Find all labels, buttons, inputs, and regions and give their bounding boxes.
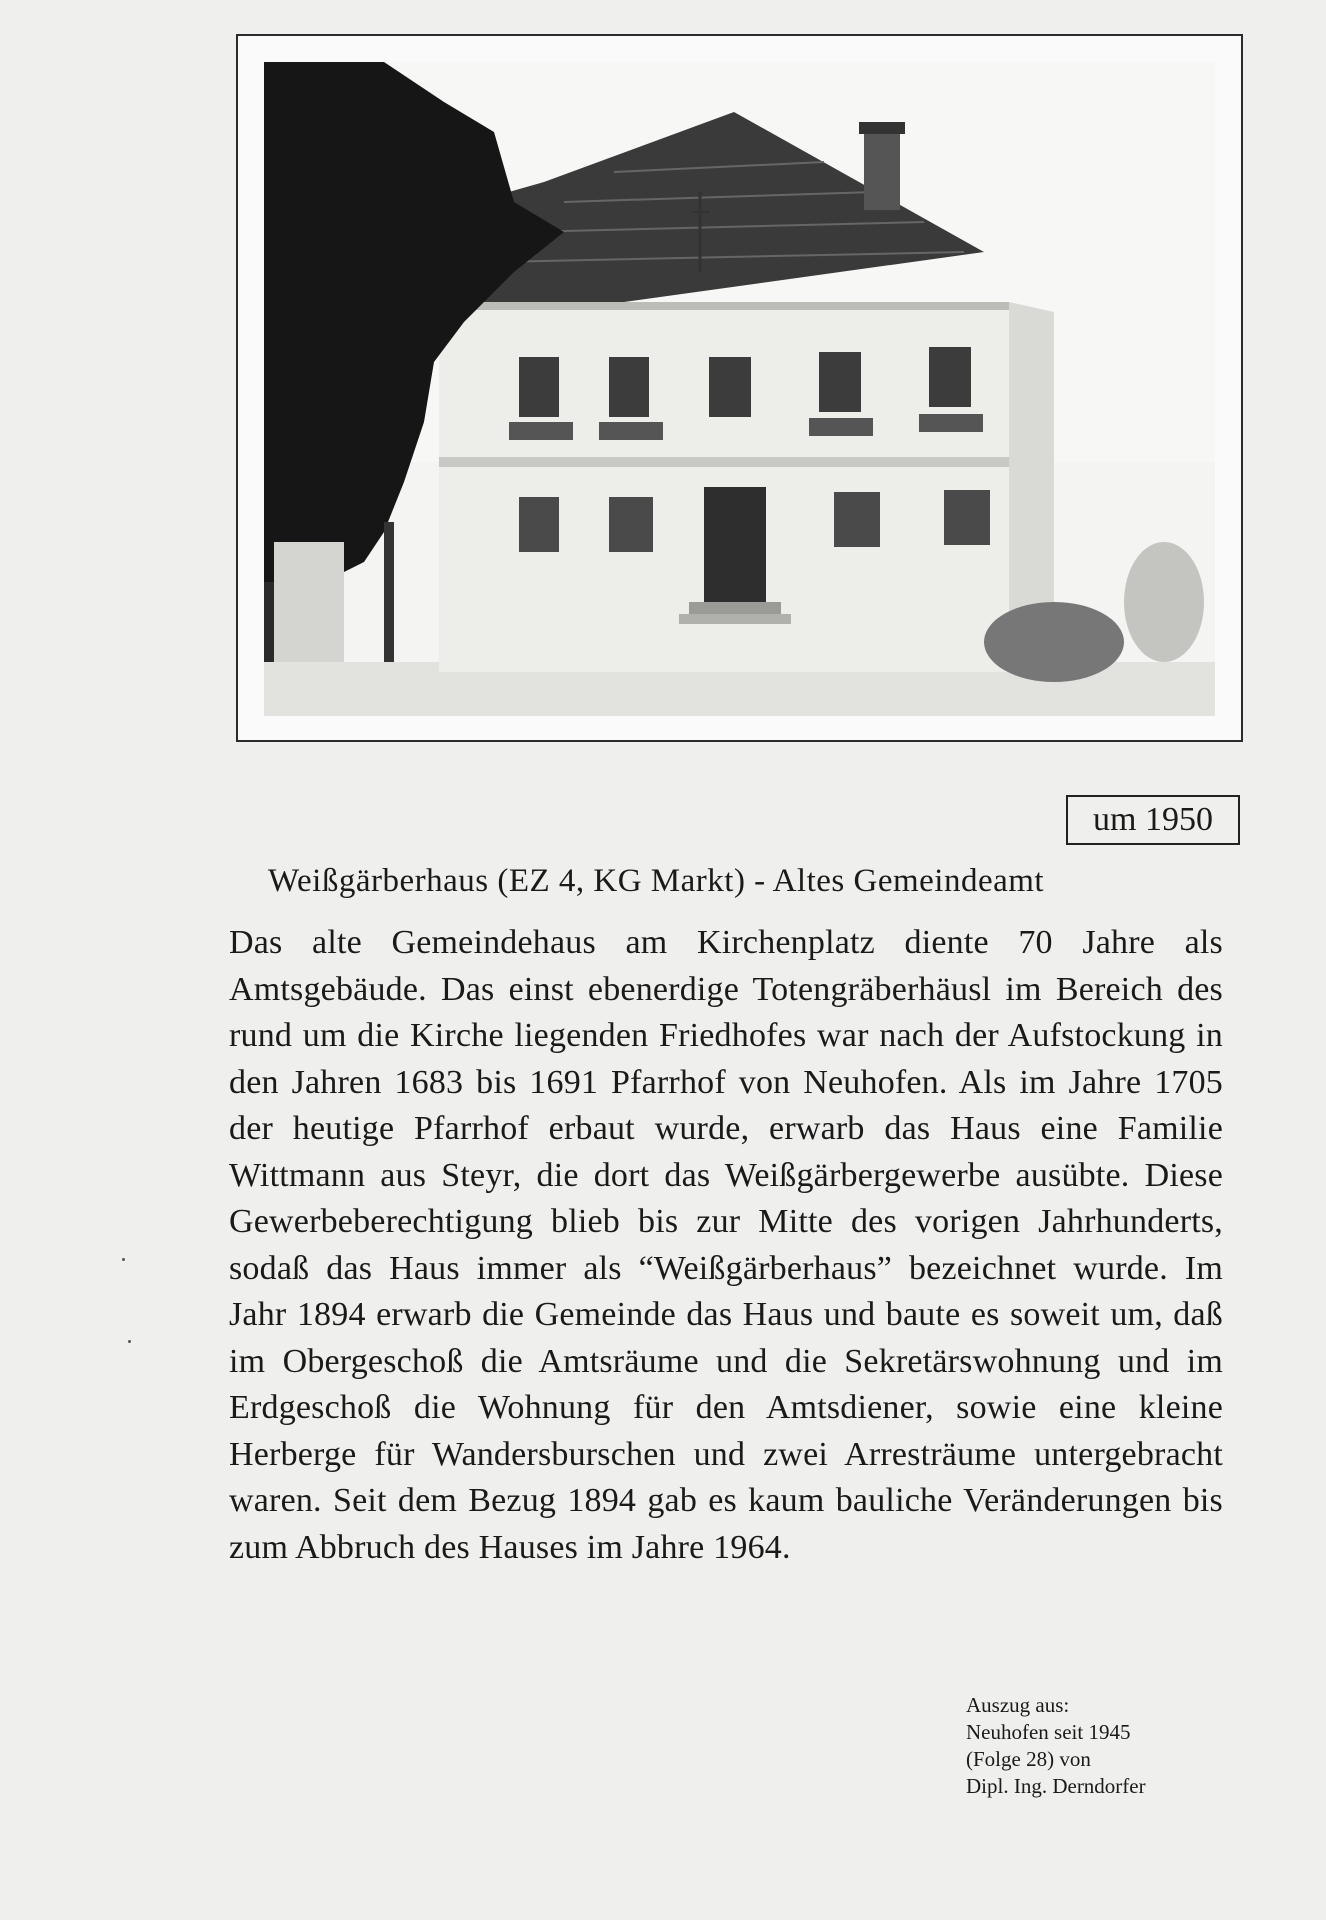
scan-speck xyxy=(122,1258,125,1261)
source-line: Auszug aus: xyxy=(966,1693,1070,1717)
building-photo xyxy=(264,62,1215,716)
page-title: Weißgärberhaus (EZ 4, KG Markt) - Altes Gemeindeamt xyxy=(268,863,1045,899)
source-line: Neuhofen seit 1945 xyxy=(966,1720,1131,1744)
photo-frame xyxy=(236,34,1243,742)
source-citation xyxy=(966,1692,1266,1800)
source-line: Dipl. Ing. Derndorfer xyxy=(966,1774,1146,1798)
photo-date-label: um 1950 xyxy=(1066,795,1240,845)
source-line: (Folge 28) von xyxy=(966,1747,1091,1771)
scan-speck xyxy=(128,1340,131,1343)
body-paragraph: Das alte Gemeindehaus am Kirchenplatz diente 70 Jahre als Amtsgebäude. Das einst ebenerdige Totengräberhäusl im Bereich des rund um die Kirche liegenden Friedhofes war nach der Aufstockung in den Jahren 1683 bis 1691 Pfarrhof von Neuhofen. Als im Jahre 1705 der heutige Pfarrhof erbaut wurde, erwarb das Haus eine Familie Wittmann aus Steyr, die dort das Weißgärbergewerbe ausübte. Diese Gewerbeberechtigung blieb bis zur Mitte des vorigen Jahrhunderts, sodaß das Haus immer als “Weißgärberhaus” bezeichnet wurde. Im Jahr 1894 erwarb die Gemeinde das Haus und baute es soweit um, daß im Obergeschoß die Amtsräume und die Sekretärswohnung und im Erdgeschoß die Wohnung für den Amtsdiener, sowie eine kleine Herberge für Wandersburschen und zwei Arresträume untergebracht waren. Seit dem Bezug 1894 gab es kaum bauliche Veränderungen bis zum Abbruch des Hauses im Jahre 1964. xyxy=(229,924,1223,1566)
